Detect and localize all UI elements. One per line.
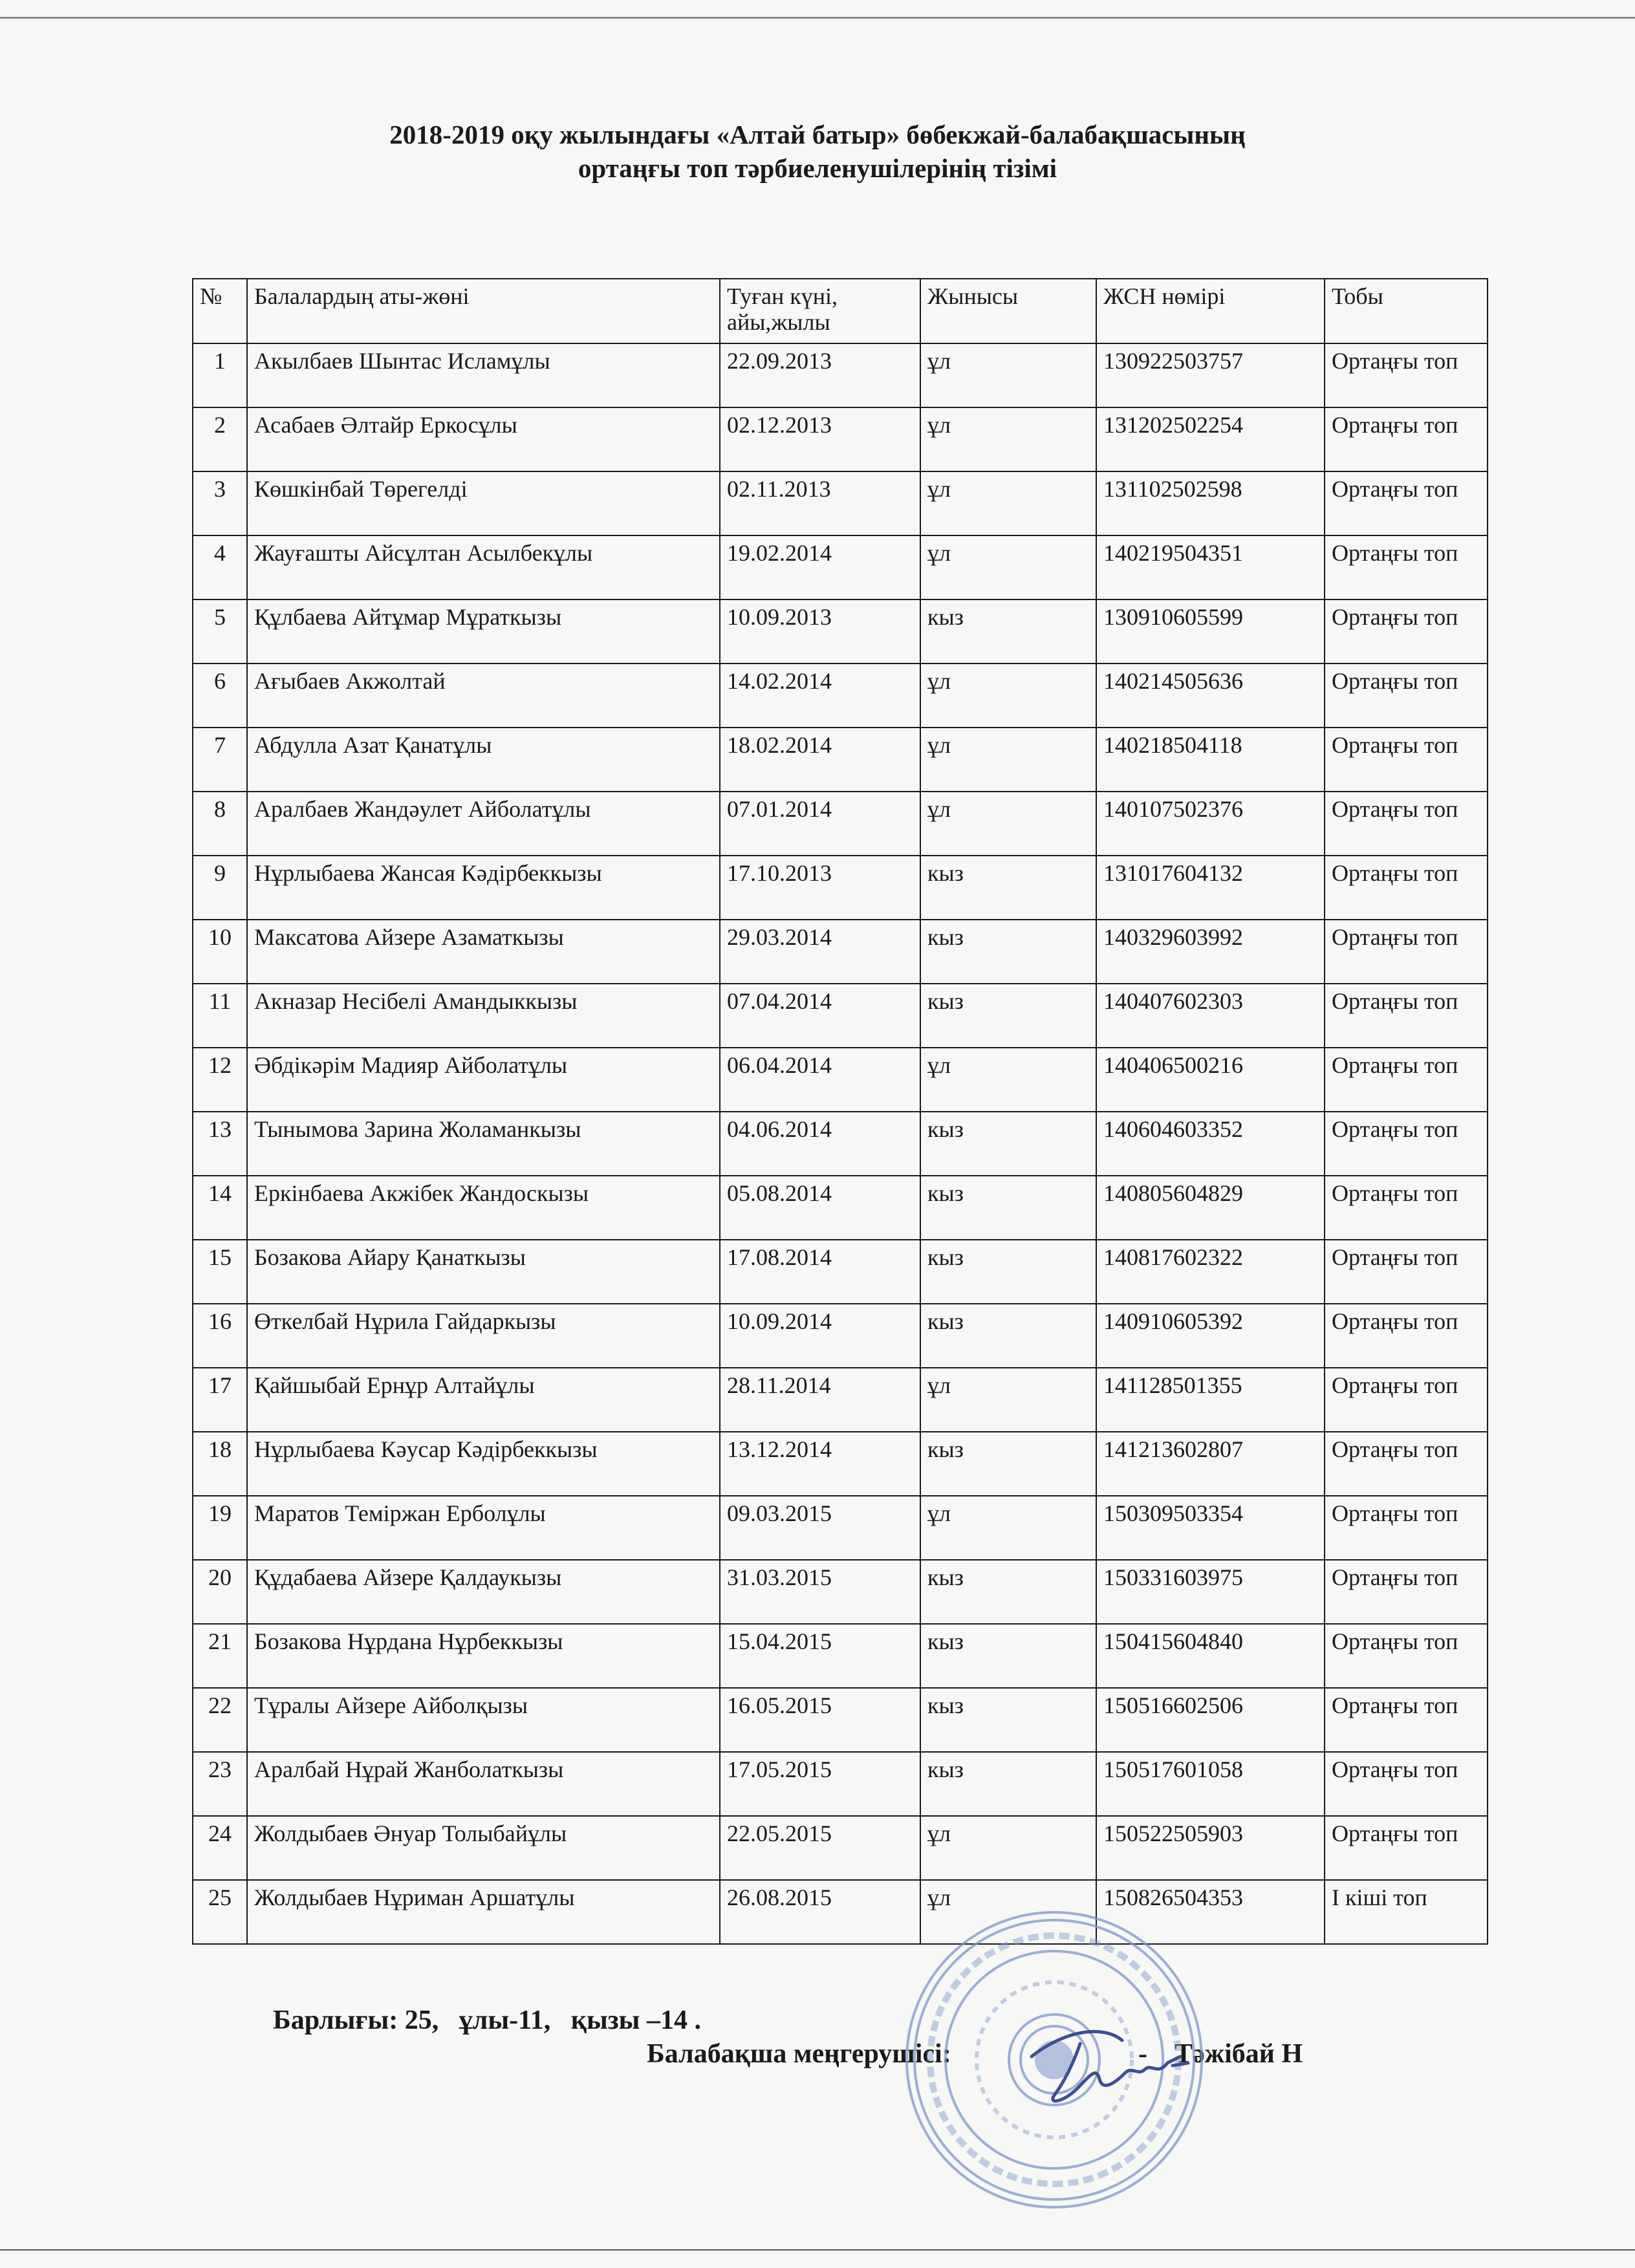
cell-birth-date: 14.02.2014 (720, 664, 920, 728)
cell-number: 8 (193, 792, 247, 856)
cell-sex: ұл (920, 1368, 1096, 1432)
cell-iin: 150517601058 (1096, 1752, 1325, 1816)
cell-sex: ұл (920, 728, 1096, 792)
title-line-1: 2018-2019 оқу жылындағы «Алтай батыр» бөбекжай-балабақшасының (389, 120, 1246, 149)
cell-group: Ортаңғы топ (1325, 1752, 1488, 1816)
header-birth-date: Туған күні, айы,жылы (720, 279, 920, 343)
table-row (193, 728, 1488, 792)
cell-group: Ортаңғы топ (1325, 1432, 1488, 1496)
cell-name: Маратов Теміржан Ерболұлы (247, 1496, 720, 1560)
table-row (193, 535, 1488, 599)
cell-name: Абдулла Азат Қанатұлы (247, 728, 720, 792)
cell-birth-date: 17.10.2013 (720, 856, 920, 920)
cell-sex: ұл (920, 535, 1096, 599)
cell-sex: кыз (920, 599, 1096, 664)
cell-iin: 150331603975 (1096, 1560, 1325, 1624)
roster-body (193, 343, 1488, 1944)
cell-sex: ұл (920, 1496, 1096, 1560)
table-row (193, 471, 1488, 535)
cell-iin: 150415604840 (1096, 1624, 1325, 1688)
cell-name: Бозакова Айару Қанаткызы (247, 1240, 720, 1304)
cell-number: 7 (193, 728, 247, 792)
cell-birth-date: 07.04.2014 (720, 984, 920, 1048)
cell-number: 10 (193, 920, 247, 984)
cell-group: Ортаңғы топ (1325, 1560, 1488, 1624)
cell-sex: ұл (920, 407, 1096, 471)
cell-iin: 140107502376 (1096, 792, 1325, 856)
cell-group: І кіші топ (1325, 1880, 1488, 1944)
cell-iin: 140219504351 (1096, 535, 1325, 599)
cell-group: Ортаңғы топ (1325, 1368, 1488, 1432)
cell-number: 20 (193, 1560, 247, 1624)
cell-number: 14 (193, 1176, 247, 1240)
title-line-2: ортаңғы топ тәрбиеленушілерінің тізімі (578, 153, 1057, 183)
cell-sex: кыз (920, 1240, 1096, 1304)
cell-iin: 150309503354 (1096, 1496, 1325, 1560)
cell-name: Тұралы Айзере Айболқызы (247, 1688, 720, 1752)
children-roster-table (192, 278, 1488, 1945)
cell-birth-date: 19.02.2014 (720, 535, 920, 599)
table-row (193, 1496, 1488, 1560)
cell-name: Көшкінбай Төрегелді (247, 471, 720, 535)
cell-sex: ұл (920, 1816, 1096, 1880)
cell-iin: 150826504353 (1096, 1880, 1325, 1944)
cell-sex: кыз (920, 1560, 1096, 1624)
cell-birth-date: 02.12.2013 (720, 407, 920, 471)
cell-iin: 140218504118 (1096, 728, 1325, 792)
cell-group: Ортаңғы топ (1325, 407, 1488, 471)
cell-iin: 141213602807 (1096, 1432, 1325, 1496)
cell-name: Жолдыбаев Нұриман Аршатұлы (247, 1880, 720, 1944)
cell-sex: ұл (920, 792, 1096, 856)
scan-edge-line (0, 17, 1635, 19)
cell-name: Құлбаева Айтұмар Мұраткызы (247, 599, 720, 664)
cell-iin: 131202502254 (1096, 407, 1325, 471)
table-row (193, 1176, 1488, 1240)
cell-group: Ортаңғы топ (1325, 728, 1488, 792)
cell-sex: ұл (920, 343, 1096, 407)
signature-person-name: Тәжібай Н (1175, 2039, 1303, 2069)
cell-birth-date: 29.03.2014 (720, 920, 920, 984)
cell-number: 11 (193, 984, 247, 1048)
cell-group: Ортаңғы топ (1325, 920, 1488, 984)
summary-total: Барлығы: 25, ұлы-11, қызы –14 . (273, 2005, 701, 2035)
cell-iin: 140329603992 (1096, 920, 1325, 984)
cell-group: Ортаңғы топ (1325, 984, 1488, 1048)
cell-birth-date: 17.05.2015 (720, 1752, 920, 1816)
table-row (193, 1048, 1488, 1112)
table-row (193, 1624, 1488, 1688)
cell-birth-date: 26.08.2015 (720, 1880, 920, 1944)
cell-birth-date: 02.11.2013 (720, 471, 920, 535)
table-row (193, 856, 1488, 920)
cell-birth-date: 05.08.2014 (720, 1176, 920, 1240)
cell-birth-date: 17.08.2014 (720, 1240, 920, 1304)
cell-sex: кыз (920, 1112, 1096, 1176)
cell-sex: ұл (920, 1048, 1096, 1112)
table-row (193, 1880, 1488, 1944)
cell-sex: ұл (920, 1880, 1096, 1944)
cell-birth-date: 07.01.2014 (720, 792, 920, 856)
cell-number: 5 (193, 599, 247, 664)
table-row (193, 1752, 1488, 1816)
cell-number: 22 (193, 1688, 247, 1752)
cell-number: 13 (193, 1112, 247, 1176)
table-row (193, 1560, 1488, 1624)
cell-iin: 130922503757 (1096, 343, 1325, 407)
cell-iin: 140910605392 (1096, 1304, 1325, 1368)
table-row (193, 984, 1488, 1048)
cell-birth-date: 04.06.2014 (720, 1112, 920, 1176)
cell-number: 21 (193, 1624, 247, 1688)
document-title (0, 118, 1635, 185)
cell-name: Бозакова Нұрдана Нұрбеккызы (247, 1624, 720, 1688)
cell-iin: 150522505903 (1096, 1816, 1325, 1880)
table-row (193, 920, 1488, 984)
cell-iin: 131102502598 (1096, 471, 1325, 535)
cell-birth-date: 15.04.2015 (720, 1624, 920, 1688)
cell-number: 6 (193, 664, 247, 728)
cell-iin: 140406500216 (1096, 1048, 1325, 1112)
cell-birth-date: 06.04.2014 (720, 1048, 920, 1112)
cell-sex: кыз (920, 1304, 1096, 1368)
cell-birth-date: 31.03.2015 (720, 1560, 920, 1624)
cell-number: 17 (193, 1368, 247, 1432)
cell-sex: ұл (920, 664, 1096, 728)
cell-iin: 131017604132 (1096, 856, 1325, 920)
cell-group: Ортаңғы топ (1325, 599, 1488, 664)
cell-sex: кыз (920, 1176, 1096, 1240)
cell-number: 16 (193, 1304, 247, 1368)
cell-iin: 150516602506 (1096, 1688, 1325, 1752)
cell-name: Акылбаев Шынтас Исламұлы (247, 343, 720, 407)
cell-group: Ортаңғы топ (1325, 1112, 1488, 1176)
header-group: Тобы (1325, 279, 1488, 343)
cell-name: Еркінбаева Акжібек Жандоскызы (247, 1176, 720, 1240)
table-row (193, 664, 1488, 728)
cell-iin: 140407602303 (1096, 984, 1325, 1048)
cell-name: Нұрлыбаева Жансая Кәдірбеккызы (247, 856, 720, 920)
table-row (193, 1304, 1488, 1368)
cell-sex: ұл (920, 471, 1096, 535)
cell-birth-date: 22.05.2015 (720, 1816, 920, 1880)
cell-group: Ортаңғы топ (1325, 471, 1488, 535)
cell-name: Аралбаев Жандәулет Айболатұлы (247, 792, 720, 856)
cell-sex: кыз (920, 1624, 1096, 1688)
cell-number: 4 (193, 535, 247, 599)
cell-group: Ортаңғы топ (1325, 792, 1488, 856)
cell-group: Ортаңғы топ (1325, 1624, 1488, 1688)
cell-number: 2 (193, 407, 247, 471)
table-row (193, 1368, 1488, 1432)
cell-group: Ортаңғы топ (1325, 1304, 1488, 1368)
cell-sex: кыз (920, 856, 1096, 920)
cell-name: Акназар Несібелі Амандыккызы (247, 984, 720, 1048)
cell-birth-date: 10.09.2013 (720, 599, 920, 664)
table-row (193, 1816, 1488, 1880)
cell-number: 12 (193, 1048, 247, 1112)
cell-group: Ортаңғы топ (1325, 856, 1488, 920)
cell-name: Нұрлыбаева Кәусар Кәдірбеккызы (247, 1432, 720, 1496)
cell-group: Ортаңғы топ (1325, 1240, 1488, 1304)
cell-iin: 141128501355 (1096, 1368, 1325, 1432)
cell-name: Қайшыбай Ернұр Алтайұлы (247, 1368, 720, 1432)
cell-number: 23 (193, 1752, 247, 1816)
cell-number: 24 (193, 1816, 247, 1880)
header-number: № (193, 279, 247, 343)
cell-iin: 140214505636 (1096, 664, 1325, 728)
cell-number: 15 (193, 1240, 247, 1304)
cell-number: 1 (193, 343, 247, 407)
cell-name: Жауғашты Айсұлтан Асылбекұлы (247, 535, 720, 599)
cell-group: Ортаңғы топ (1325, 1176, 1488, 1240)
table-header-row (193, 279, 1488, 343)
cell-iin: 130910605599 (1096, 599, 1325, 664)
cell-group: Ортаңғы топ (1325, 1816, 1488, 1880)
cell-sex: кыз (920, 984, 1096, 1048)
cell-sex: кыз (920, 1688, 1096, 1752)
cell-iin: 140604603352 (1096, 1112, 1325, 1176)
header-sex: Жынысы (920, 279, 1096, 343)
table-row (193, 1432, 1488, 1496)
cell-iin: 140817602322 (1096, 1240, 1325, 1304)
cell-sex: кыз (920, 920, 1096, 984)
cell-name: Ағыбаев Акжолтай (247, 664, 720, 728)
cell-group: Ортаңғы топ (1325, 664, 1488, 728)
table-row (193, 599, 1488, 664)
cell-group: Ортаңғы топ (1325, 1688, 1488, 1752)
cell-sex: кыз (920, 1432, 1096, 1496)
table-row (193, 407, 1488, 471)
signature-dash: - (1138, 2039, 1147, 2069)
header-iin: ЖСН нөмірі (1096, 279, 1325, 343)
cell-sex: кыз (920, 1752, 1096, 1816)
cell-name: Аралбай Нұрай Жанболаткызы (247, 1752, 720, 1816)
signature-icon (1019, 2018, 1213, 2115)
cell-group: Ортаңғы топ (1325, 343, 1488, 407)
table-row (193, 792, 1488, 856)
cell-group: Ортаңғы топ (1325, 535, 1488, 599)
signature-role: Балабақша меңгерушісі: (647, 2039, 951, 2069)
cell-number: 18 (193, 1432, 247, 1496)
cell-name: Максатова Айзере Азаматкызы (247, 920, 720, 984)
cell-number: 3 (193, 471, 247, 535)
cell-birth-date: 28.11.2014 (720, 1368, 920, 1432)
cell-number: 19 (193, 1496, 247, 1560)
cell-birth-date: 22.09.2013 (720, 343, 920, 407)
cell-birth-date: 13.12.2014 (720, 1432, 920, 1496)
cell-name: Тынымова Зарина Жоламанкызы (247, 1112, 720, 1176)
scan-bottom-edge (0, 2249, 1635, 2251)
cell-name: Құдабаева Айзере Қалдаукызы (247, 1560, 720, 1624)
cell-name: Жолдыбаев Әнуар Толыбайұлы (247, 1816, 720, 1880)
table-row (193, 1240, 1488, 1304)
table-row (193, 1688, 1488, 1752)
header-name: Балалардың аты-жөні (247, 279, 720, 343)
cell-name: Асабаев Әлтайр Еркосұлы (247, 407, 720, 471)
cell-birth-date: 18.02.2014 (720, 728, 920, 792)
cell-group: Ортаңғы топ (1325, 1496, 1488, 1560)
cell-name: Өткелбай Нұрила Гайдаркызы (247, 1304, 720, 1368)
cell-name: Әбдікәрім Мадияр Айболатұлы (247, 1048, 720, 1112)
cell-birth-date: 10.09.2014 (720, 1304, 920, 1368)
cell-birth-date: 09.03.2015 (720, 1496, 920, 1560)
cell-birth-date: 16.05.2015 (720, 1688, 920, 1752)
table-row (193, 343, 1488, 407)
cell-group: Ортаңғы топ (1325, 1048, 1488, 1112)
cell-number: 9 (193, 856, 247, 920)
cell-iin: 140805604829 (1096, 1176, 1325, 1240)
table-row (193, 1112, 1488, 1176)
cell-number: 25 (193, 1880, 247, 1944)
